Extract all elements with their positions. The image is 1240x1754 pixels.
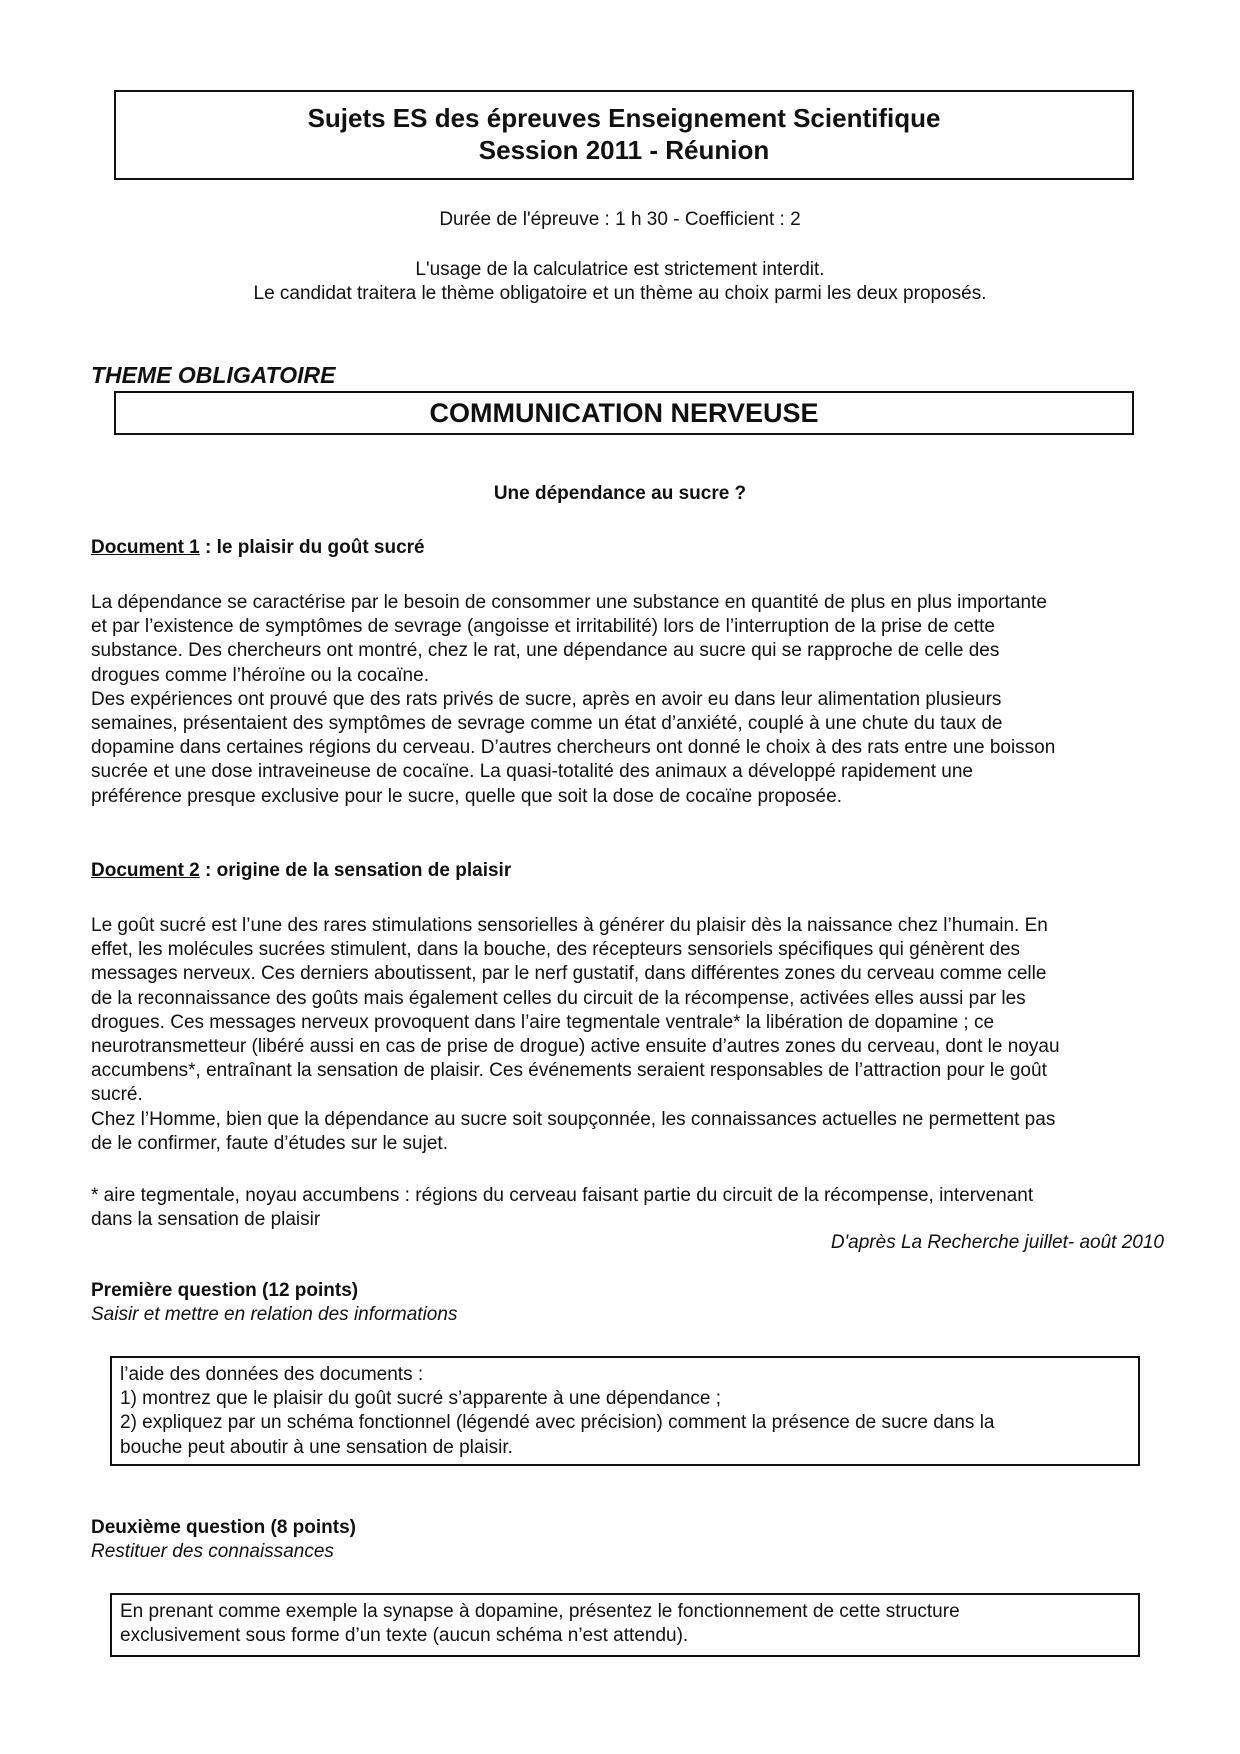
document-2-footnote: * aire tegmentale, noyau accumbens : régions du cerveau faisant partie du circuit de la récompense, intervenant dans la sensation de plaisir xyxy=(91,1185,1034,1231)
document-2-label: Document 2 xyxy=(91,860,200,881)
question-2-subtitle: Restituer des connaissances xyxy=(91,1541,334,1562)
exam-duration: Durée de l'épreuve : 1 h 30 - Coefficient : 2 xyxy=(439,209,801,230)
question-2-title: Deuxième question (8 points) xyxy=(91,1517,356,1538)
document-2-text: Le goût sucré est l’une des rares stimulations sensorielles à générer du plaisir dès la naissance chez l’humain. En effet, les molécules sucrées stimulent, dans la bouche, des récepteurs sensoriels spécifiques qui génèrent des messages nerveux. Ces derniers aboutissent, par le nerf gustatif, dans différentes zones du cerveau comme celle de la reconnaissance des goûts mais également celles du circuit de la récompense, activées elles aussi par les drogues. Ces messages nerveux provoquent dans l’aire tegmentale ventrale* la libération de dopamine ; ce neurotransmetteur (libéré aussi en cas de prise de drogue) active ensuite d’autres zones du cerveau, dont le noyau accumbens*, entraînant la sensation de plaisir. Ces événements seraient responsables de l’attraction pour le goût sucré. Chez l’Homme, bien que la dépendance au sucre soit soupçonnée, les connaissances actuelles ne permettent pas de le confirmer, faute d’études sur le sujet. xyxy=(91,915,1060,1154)
theme-label: THEME OBLIGATOIRE xyxy=(91,362,336,388)
candidate-instructions: Le candidat traitera le thème obligatoire et un thème au choix parmi les deux proposés. xyxy=(253,283,987,304)
theme-title-box xyxy=(114,391,1134,435)
calculator-notice: L'usage de la calculatrice est strictement interdit. xyxy=(415,259,825,280)
source-citation: D'après La Recherche juillet- août 2010 xyxy=(830,1232,1164,1253)
title-line-2: Session 2011 - Réunion xyxy=(478,135,770,165)
theme-title: COMMUNICATION NERVEUSE xyxy=(429,398,819,428)
question-1-subtitle: Saisir et mettre en relation des informations xyxy=(91,1304,458,1325)
document-1-text: La dépendance se caractérise par le besoin de consommer une substance en quantité de plus en plus importante et par l’existence de symptômes de sevrage (angoisse et irritabilité) lors de l’interruption de la prise de cette substance. Des chercheurs ont montré, chez le rat, une dépendance au sucre qui se rapproche de celle des drogues comme l’héroïne ou la cocaïne. Des expériences ont prouvé que des rats privés de sucre, après en avoir eu dans leur alimentation plusieurs semaines, présentaient des symptômes de sevrage comme un état d’anxiété, couplé à une chute du taux de dopamine dans certaines régions du cerveau. D’autres chercheurs ont donné le choix à des rats entre une boisson sucrée et une dose intraveineuse de cocaïne. La quasi-totalité des animaux a développé rapidement une préférence presque exclusive pour le sucre, quelle que soit la dose de cocaïne proposée. xyxy=(91,592,1056,807)
document-1-heading xyxy=(91,537,425,559)
question-1-title: Première question (12 points) xyxy=(91,1280,359,1301)
title-line-1: Sujets ES des épreuves Enseignement Scientifique xyxy=(307,103,941,133)
document-2-heading xyxy=(91,860,511,882)
question-2-box: En prenant comme exemple la synapse à dopamine, présentez le fonctionnement de cette structure exclusivement sous forme d’un texte (aucun schéma n’est attendu). xyxy=(110,1593,1140,1657)
question-1-box: l’aide des données des documents : 1) montrez que le plaisir du goût sucré s’apparente à une dépendance ; 2) expliquez par un schéma fonctionnel (légendé avec précision) comment la présence de sucre dans la bouche peut aboutir à une sensation de plaisir. xyxy=(110,1356,1140,1466)
title-box xyxy=(114,90,1134,180)
document-1-heading-text: : le plaisir du goût sucré xyxy=(199,537,425,558)
subject-subtitle: Une dépendance au sucre ? xyxy=(493,483,747,504)
document-2-heading-text: : origine de la sensation de plaisir xyxy=(199,860,512,881)
document-1-label: Document 1 xyxy=(91,537,200,558)
